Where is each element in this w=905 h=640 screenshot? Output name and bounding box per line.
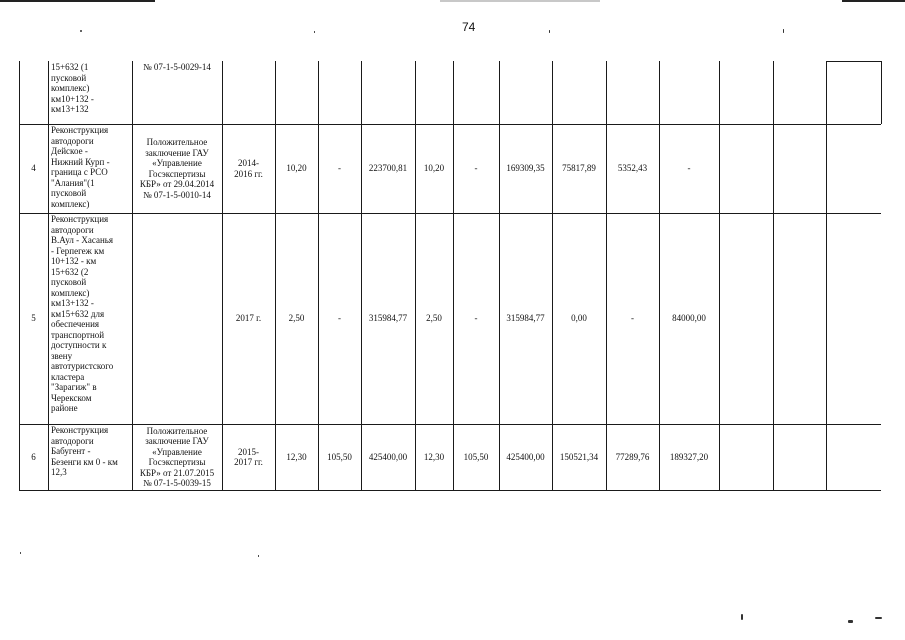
table-grid-line bbox=[132, 61, 133, 490]
cell-len1: 2,50 bbox=[288, 313, 305, 324]
scan-speck bbox=[549, 30, 550, 33]
cell-approval: Положительное заключение ГАУ «Управление Госэкспертизы КБР» от 29.04.2014 № 07-1-5-0010-14 bbox=[139, 137, 215, 200]
table-grid-line bbox=[415, 61, 416, 490]
cell-period: 2017 г. bbox=[235, 313, 262, 324]
table-grid-line bbox=[826, 61, 827, 490]
scan-speck bbox=[314, 31, 315, 33]
cell-len2: 105,50 bbox=[327, 451, 352, 462]
cell-name: Реконструкция автодороги В.Аул - Хасанья - Герпегеж км 10+132 - км 15+632 (2 пусковой комплекс) км13+132 - км15+632 для обеспечения транспортной доступности к звену автотуристского кластера "Зарагиж" в Черекском районе bbox=[51, 214, 114, 413]
cell-len1: 10,20 bbox=[286, 163, 307, 174]
cell-name: Реконструкция автодороги Бабугент - Безенги км 0 - км 12,3 bbox=[51, 425, 118, 477]
scan-speck bbox=[875, 617, 882, 619]
cell-cost2: 425400,00 bbox=[506, 451, 545, 462]
table-grid-line bbox=[318, 61, 319, 490]
cell-v3: 189327,20 bbox=[669, 451, 709, 462]
cell-len3: 12,30 bbox=[423, 451, 445, 462]
cell-v1: 0,00 bbox=[571, 313, 587, 324]
table-grid-line bbox=[881, 61, 882, 124]
table-grid-line bbox=[361, 61, 362, 490]
page-number: 74 bbox=[462, 20, 476, 34]
scan-speck bbox=[258, 555, 259, 557]
scan-speck bbox=[80, 30, 82, 32]
table-grid-line bbox=[453, 61, 454, 490]
cell-len3: 10,20 bbox=[423, 163, 445, 174]
cell-len4: - bbox=[474, 313, 478, 324]
cell-approval: № 07-1-5-0029-14 bbox=[143, 62, 211, 72]
cell-period: 2014- 2016 гг. bbox=[234, 158, 263, 179]
cell-len4: 105,50 bbox=[463, 451, 489, 462]
cell-period: 2015- 2017 гг. bbox=[234, 446, 263, 467]
table-grid-line bbox=[826, 61, 881, 62]
cell-len2: - bbox=[338, 313, 341, 324]
cell-len4: - bbox=[474, 163, 478, 174]
cell-cost2: 315984,77 bbox=[506, 313, 545, 324]
cell-num: 6 bbox=[31, 451, 36, 462]
cell-v2: - bbox=[631, 313, 634, 324]
table-grid-line bbox=[552, 61, 553, 490]
table-grid-line bbox=[19, 213, 881, 214]
cell-v3: - bbox=[687, 163, 691, 174]
cell-cost: 425400,00 bbox=[368, 451, 408, 462]
table-grid-line bbox=[773, 61, 774, 490]
table-grid-line bbox=[19, 490, 881, 491]
table-grid-line bbox=[719, 61, 720, 490]
cell-name: Реконструкция автодороги Дейское - Нижний Курп - граница с РСО "Алания"(1 пусковой комплекс) bbox=[51, 125, 110, 209]
cell-v2: 77289,76 bbox=[615, 451, 650, 462]
cell-num: 4 bbox=[31, 163, 36, 174]
scan-speck bbox=[741, 614, 743, 620]
cell-cost: 315984,77 bbox=[368, 313, 408, 324]
cell-cost2: 169309,35 bbox=[506, 163, 545, 174]
cell-num: 5 bbox=[31, 313, 36, 324]
table-grid-line bbox=[659, 61, 660, 490]
cell-len2: - bbox=[338, 163, 341, 174]
scan-speck bbox=[848, 620, 853, 623]
cell-v1: 75817,89 bbox=[562, 163, 596, 174]
cell-v1: 150521,34 bbox=[559, 451, 599, 462]
cell-approval: Положительное заключение ГАУ «Управление Госэкспертизы КБР» от 21.07.2015 № 07-1-5-0039-15 bbox=[139, 425, 215, 488]
cell-cost: 223700,81 bbox=[368, 163, 408, 174]
scan-top-border bbox=[0, 0, 905, 3]
table-grid-line bbox=[606, 61, 607, 490]
cell-len3: 2,50 bbox=[426, 313, 442, 324]
table-grid-line bbox=[222, 61, 223, 490]
cell-name: 15+632 (1 пусковой комплекс) км10+132 - км13+132 bbox=[51, 62, 94, 114]
table-grid-line bbox=[19, 124, 881, 125]
table-grid-line bbox=[275, 61, 276, 490]
table-grid-line bbox=[48, 61, 49, 490]
table-grid-line bbox=[499, 61, 500, 490]
cell-len1: 12,30 bbox=[286, 451, 307, 462]
scan-speck bbox=[783, 29, 784, 33]
scan-speck bbox=[20, 552, 21, 554]
table-grid-line bbox=[19, 61, 20, 490]
cell-v2: 5352,43 bbox=[617, 163, 648, 174]
cell-v3: 84000,00 bbox=[672, 313, 706, 324]
